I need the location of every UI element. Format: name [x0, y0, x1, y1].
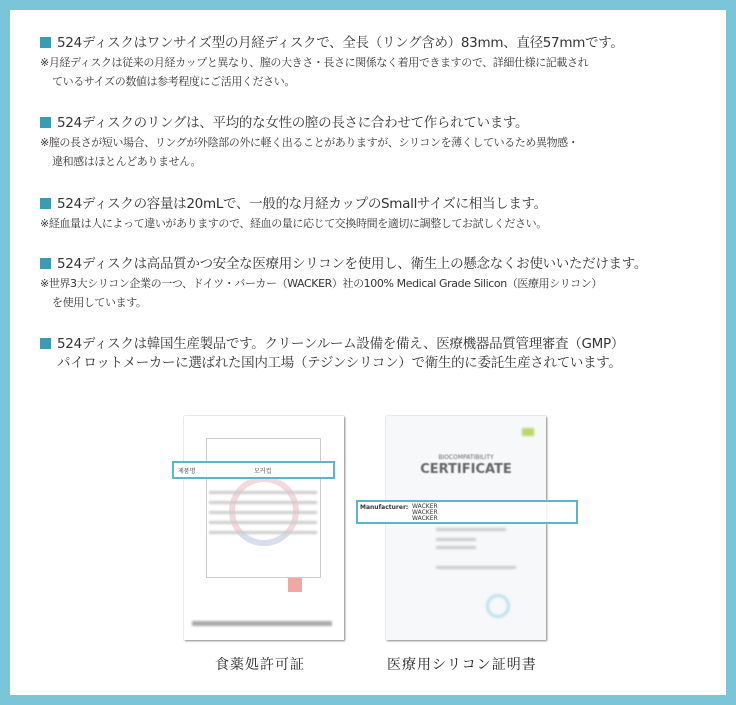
content-panel: [10, 10, 726, 695]
section-heading: 524ディスクのリングは、平均的な女性の膣の長さに合わせて作られています。: [57, 115, 529, 131]
wacker-logo-icon: [522, 428, 534, 436]
square-bullet-icon: [40, 117, 51, 128]
manufacturer-highlight: [356, 500, 578, 524]
square-bullet-icon: [40, 37, 51, 48]
section-note: を使用しています。: [52, 296, 147, 309]
section-size: [40, 34, 624, 91]
section-silicone: [40, 255, 647, 312]
manufacturer-name: WACKER: [412, 509, 438, 516]
section-note: ※膣の長さが短い場合、リングが外陰部の外に軽く出ることがありますが、シリコンを薄くしているため異物感・: [40, 136, 579, 149]
manufacturer-label: Manufacturer:: [360, 504, 409, 511]
section-note: ているサイズの数値は参考程度にご活用ください。: [52, 75, 295, 88]
section-note: ※世界3大シリコン企業の一つ、ドイツ・バーカー（WACKER）社の100% Medical Grade Silicon（医療用シリコン）: [40, 277, 602, 290]
section-note: 違和感はほとんどありません。: [52, 155, 202, 168]
manufacturer-name: WACKER: [412, 515, 438, 522]
silicone-certificate-image: [360, 416, 546, 640]
section-note: ※経血量は人によって違いがありますので、経血の量に応じて交換時間を適切に調整してお試しください。: [40, 217, 547, 230]
section-heading: 524ディスクは韓国生産製品です。クリーンルーム設備を備え、医療機器品質管理審査（GMP）: [57, 336, 625, 352]
section-capacity: [40, 195, 547, 233]
highlight-label: 제품명: [178, 467, 196, 475]
section-note: ※月経ディスクは従来の月経カップと異なり、膣の大きさ・長さに関係なく着用できますので、詳細仕様に記載され: [40, 56, 589, 69]
mfds-license-caption: 食薬処許可証: [215, 657, 305, 673]
silicone-certificate-caption: 医療用シリコン証明書: [387, 657, 537, 673]
section-heading: 524ディスクの容量は20mLで、一般的な月経カップのSmallサイズに相当します。: [57, 196, 547, 212]
square-bullet-icon: [40, 338, 51, 349]
manufacturer-name: WACKER: [412, 503, 438, 510]
square-bullet-icon: [40, 198, 51, 209]
square-bullet-icon: [40, 258, 51, 269]
section-heading: 524ディスクは高品質かつ安全な医療用シリコンを使用し、衛生上の懸念なくお使いいただけます。: [57, 256, 648, 272]
seal-stamp: [486, 594, 510, 618]
seal-stamp: [288, 578, 302, 592]
certificate-subtitle: BIOCOMPATIBILITY: [438, 454, 494, 461]
mfds-license-image: [178, 416, 344, 640]
section-heading-cont: パイロットメーカーに選ばれた国内工場（テジンシリコン）で衛生的に委託生産されています。: [57, 355, 622, 371]
product-name-highlight: [172, 461, 335, 479]
section-heading: 524ディスクはワンサイズ型の月経ディスクで、全長（リング含め）83mm、直径57mmです。: [57, 35, 624, 51]
certificate-title: CERTIFICATE: [420, 462, 512, 477]
section-production: [40, 335, 624, 373]
section-ring: [40, 114, 578, 171]
highlight-value: 모커컵: [254, 467, 272, 475]
